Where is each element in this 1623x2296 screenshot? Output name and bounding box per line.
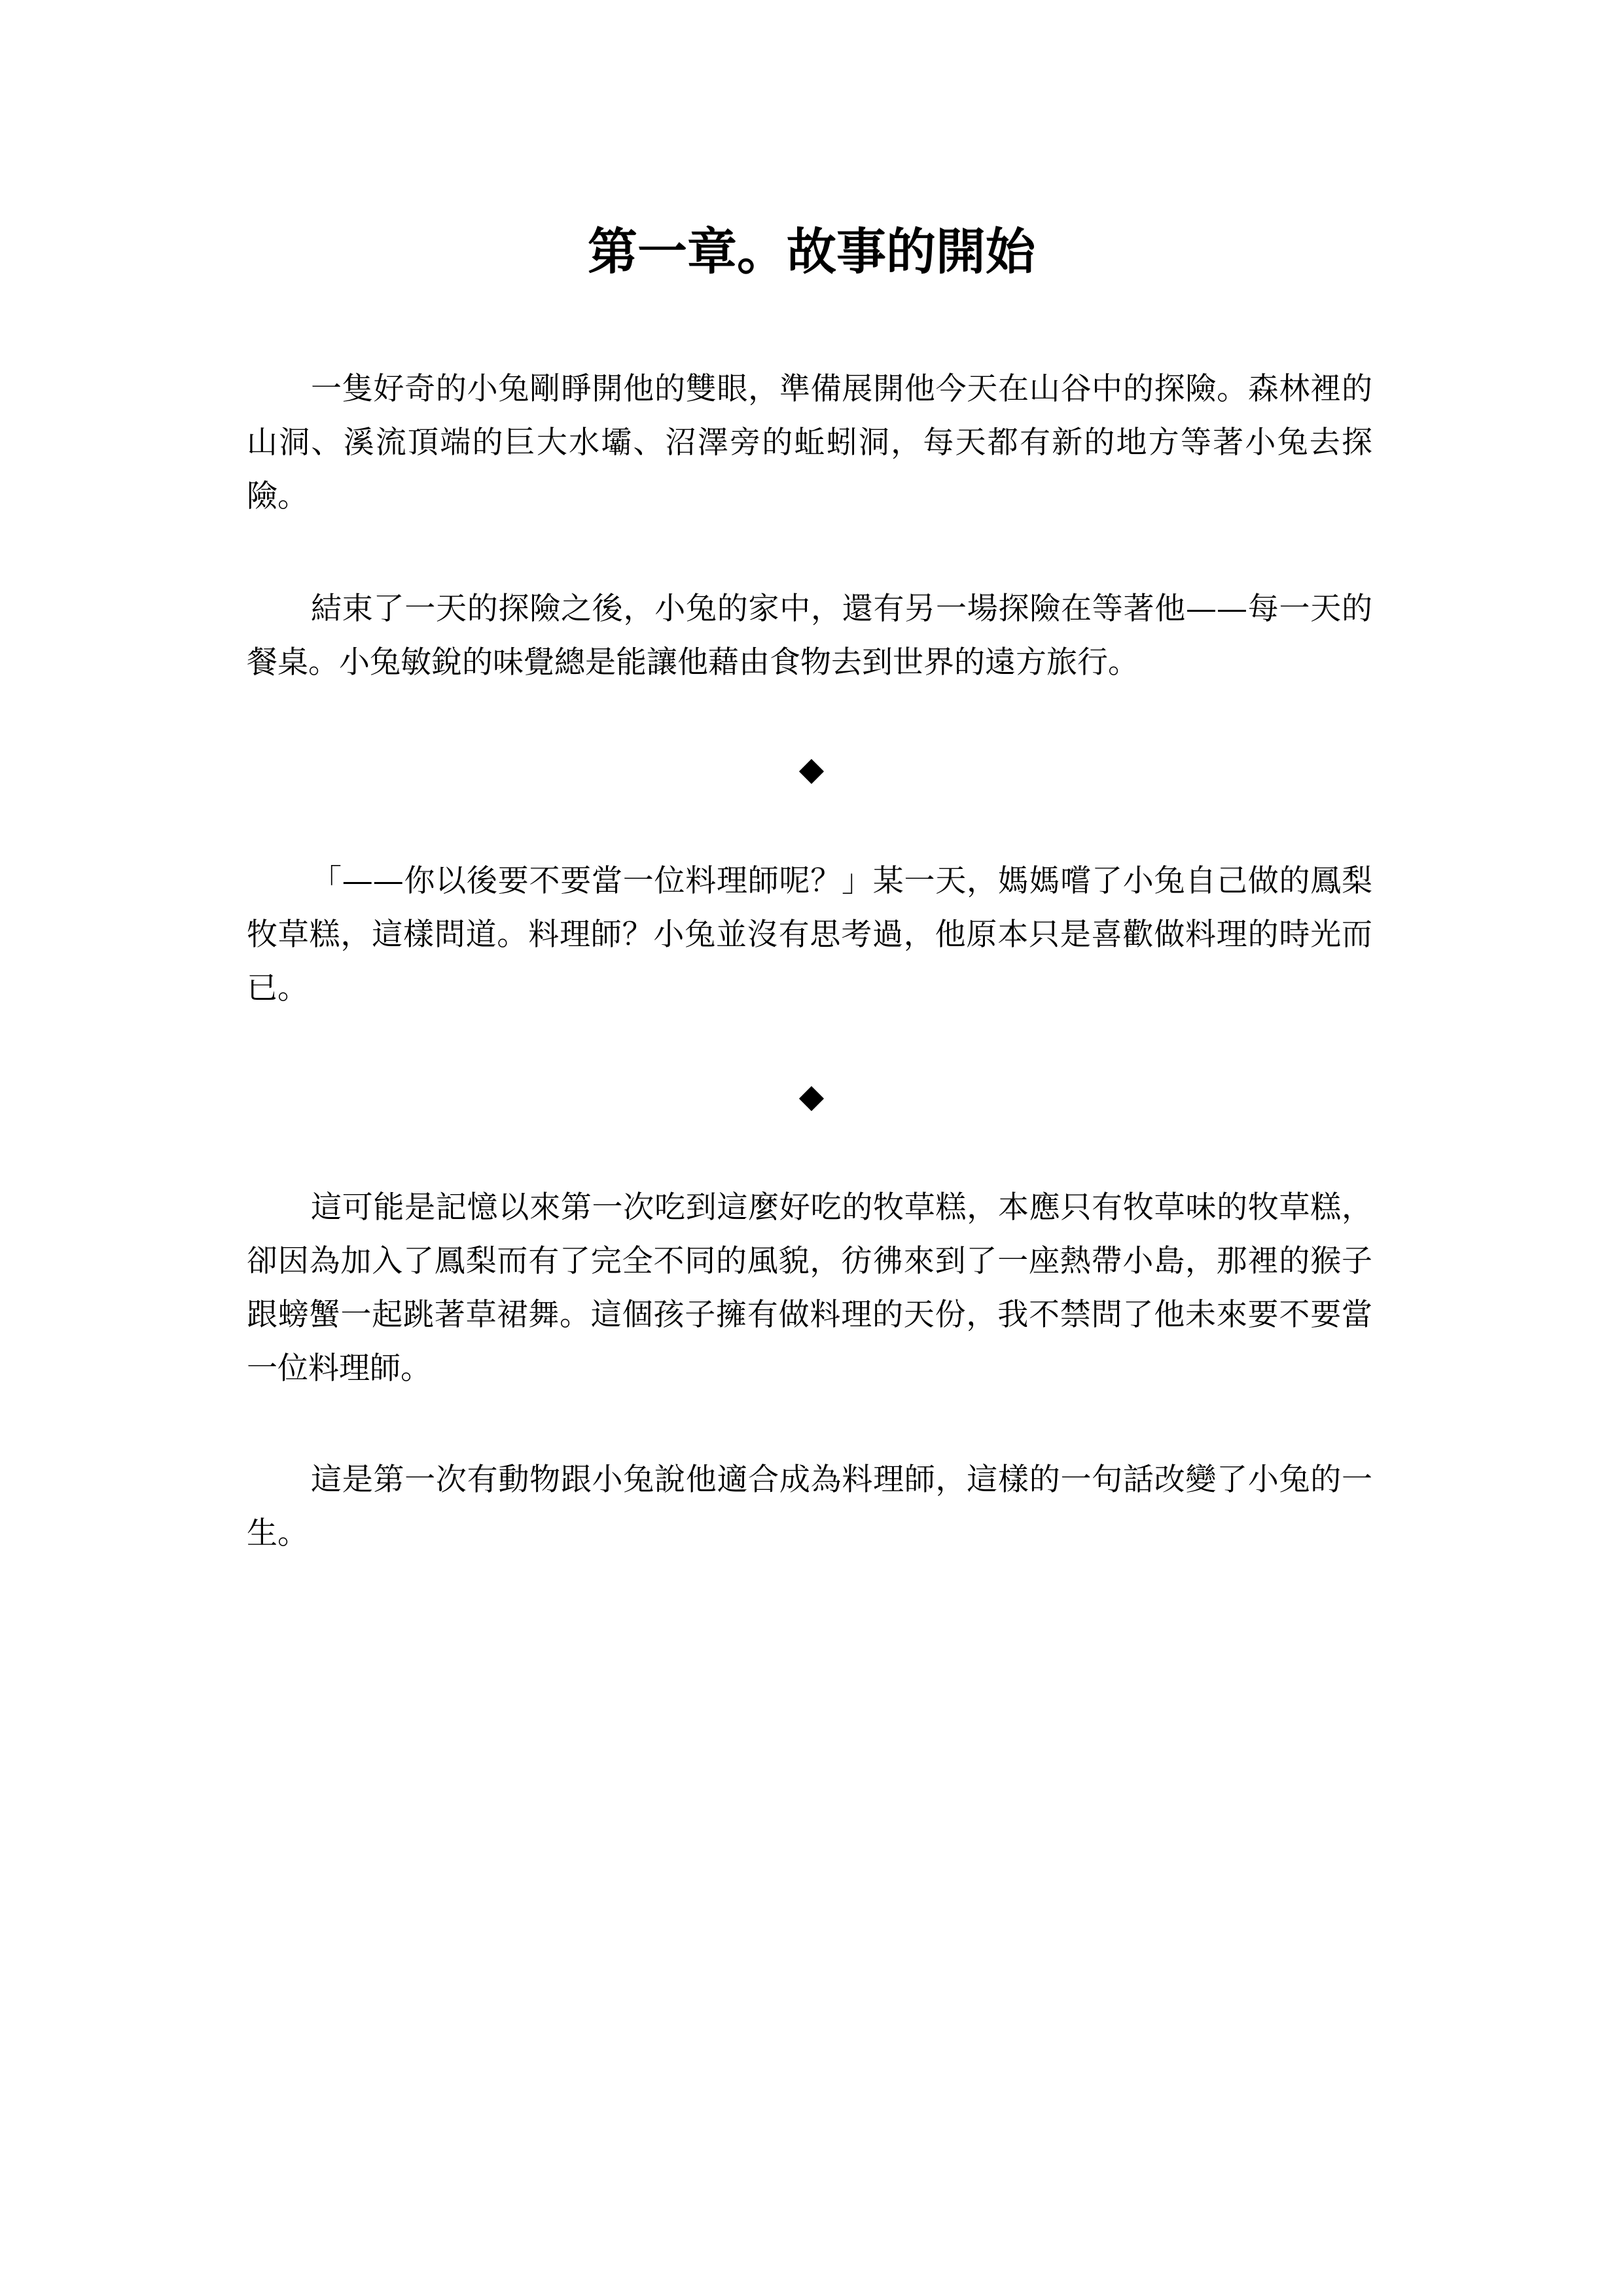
paragraph-4: 這可能是記憶以來第一次吃到這麼好吃的牧草糕，本應只有牧草味的牧草糕，卻因為加入了鳳梨而有了完全不同的風貌，彷彿來到了一座熱帶小島，那裡的猴子跟螃蟹一起跳著草裙舞。這個孩子擁有做料理的天份，我不禁問了他未來要不要當一位料理師。 xyxy=(247,1190,1372,1386)
paragraph-1: 一隻好奇的小兔剛睜開他的雙眼，準備展開他今天在山谷中的探險。森林裡的山洞、溪流頂端的巨大水壩、沼澤旁的蚯蚓洞，每天都有新的地方等著小兔去探險。 xyxy=(247,371,1372,514)
paragraph-3: 「——你以後要不要當一位料理師呢？」某一天，媽媽嚐了小兔自己做的鳳梨牧草糕，這樣問道。料理師？小兔並沒有思考過，他原本只是喜歡做料理的時光而已。 xyxy=(247,863,1372,1006)
paragraph-5: 這是第一次有動物跟小兔說他適合成為料理師，這樣的一句話改變了小兔的一生。 xyxy=(247,1462,1372,1551)
chapter-title: 第一章。故事的開始 xyxy=(588,222,1035,281)
section-divider-diamond-icon: ◆ xyxy=(798,1077,825,1115)
paragraph-2: 結束了一天的探險之後，小兔的家中，還有另一場探險在等著他——每一天的餐桌。小兔敏銳的味覺總是能讓他藉由食物去到世界的遠方旅行。 xyxy=(247,591,1372,680)
section-divider-diamond-icon: ◆ xyxy=(798,750,825,788)
